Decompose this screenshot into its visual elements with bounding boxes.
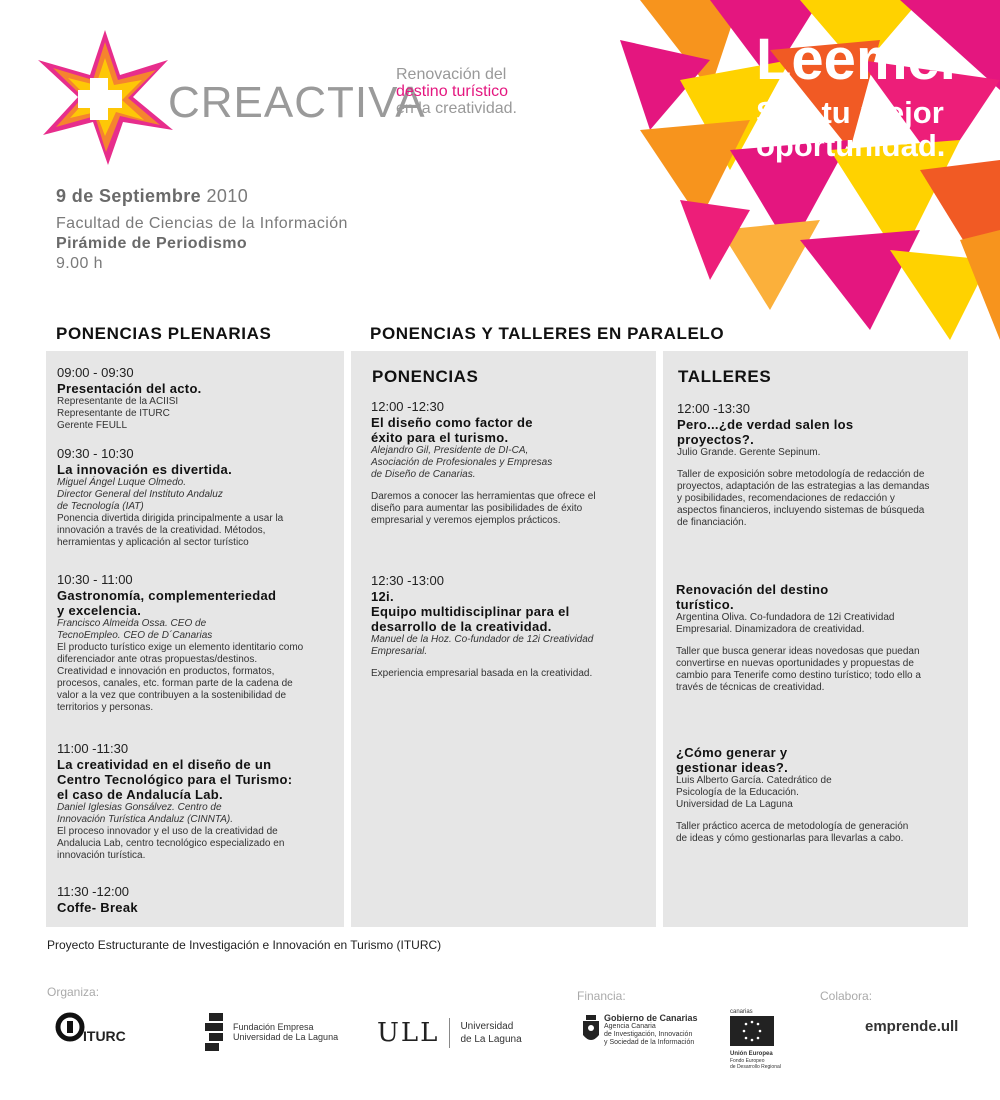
coat-of-arms-icon bbox=[582, 1015, 600, 1045]
ull-logo bbox=[377, 1018, 522, 1048]
session-speaker: Alejandro Gil, Presidente de DI-CA, bbox=[371, 445, 529, 456]
session-description: innovación turística. bbox=[57, 850, 146, 861]
session-title: Renovación del destino bbox=[676, 582, 829, 597]
ponencia-item bbox=[371, 399, 651, 527]
session-description: aspectos financieros, incluyendo sistemas de búsqueda bbox=[677, 505, 925, 516]
session-speaker: Julio Grande. Gerente Sepinum. bbox=[677, 447, 821, 458]
event-venue: Pirámide de Periodismo bbox=[56, 235, 248, 252]
session-description: El producto turístico exige un elemento identitario como bbox=[57, 642, 304, 653]
session-time: 10:30 - 11:00 bbox=[57, 572, 133, 587]
session-description: Ponencia divertida dirigida principalmente a usar la bbox=[57, 513, 284, 524]
session-description: Gerente FEULL bbox=[57, 420, 128, 431]
spacer bbox=[371, 658, 651, 668]
ue-top-text: canarias bbox=[730, 1009, 753, 1015]
session-speaker: Director General del Instituto Andaluz bbox=[57, 489, 223, 500]
session-speaker: TecnoEmpleo. CEO de D´Canarias bbox=[57, 630, 213, 641]
session-description: Andalucia Lab, centro tecnológico especializado en bbox=[57, 838, 285, 849]
session-title: el caso de Andalucía Lab. bbox=[57, 787, 223, 802]
ponencias-title: PONENCIAS bbox=[372, 367, 479, 386]
ull-divider bbox=[449, 1018, 450, 1048]
session-title: proyectos?. bbox=[677, 432, 754, 447]
emprende-logo bbox=[865, 1018, 958, 1035]
iturc-logo-text: ITURC bbox=[83, 1028, 126, 1044]
plenaria-item bbox=[57, 741, 337, 862]
gobierno-text-3: de Investigación, Innovación bbox=[604, 1031, 693, 1038]
tagline-line-2: destino turístico bbox=[396, 83, 509, 100]
session-speaker: de Tecnología (IAT) bbox=[57, 501, 144, 512]
session-title: Presentación del acto. bbox=[57, 381, 202, 396]
ponencia-item bbox=[371, 573, 651, 680]
session-description: Taller que busca generar ideas novedosas que puedan bbox=[676, 646, 920, 657]
session-title: Centro Tecnológico para el Turismo: bbox=[57, 772, 293, 787]
brand-name: CREACTIVA bbox=[168, 78, 426, 127]
plenaria-item bbox=[57, 365, 337, 432]
ull-text-2: de La Laguna bbox=[460, 1034, 522, 1045]
ull-mark: ULL bbox=[377, 1018, 440, 1048]
session-description: Representante de la ACIISI bbox=[57, 396, 179, 407]
ue-text-3: de Desarrollo Regional bbox=[730, 1064, 781, 1070]
fundacion-text-2: Universidad de La Laguna bbox=[233, 1032, 339, 1042]
headline bbox=[756, 28, 956, 162]
session-speaker: Asociación de Profesionales y Empresas bbox=[371, 457, 553, 468]
session-title: El diseño como factor de bbox=[371, 415, 533, 430]
session-description: valor a la vez que contribuyen a la sostenibilidad de bbox=[57, 690, 287, 701]
session-title: Gastronomía, complementeriedad bbox=[57, 588, 277, 603]
session-speaker: Francisco Almeida Ossa. CEO de bbox=[57, 618, 207, 629]
iturc-logo bbox=[55, 1010, 126, 1044]
session-title: y excelencia. bbox=[57, 603, 142, 618]
session-description: diseño para aumentar las posibilidades de éxito bbox=[371, 503, 583, 514]
session-description: Daremos a conocer las herramientas que ofrece el bbox=[371, 491, 596, 502]
plenaria-item bbox=[57, 884, 337, 915]
ue-text-1: Unión Europea bbox=[730, 1051, 773, 1057]
project-note: Proyecto Estructurante de Investigación e Innovación en Turismo (ITURC) bbox=[47, 938, 442, 952]
emprende-logo-text: emprende.ull bbox=[865, 1018, 959, 1035]
gobierno-text-4: y Sociedad de la Información bbox=[604, 1039, 695, 1046]
eu-flag-icon bbox=[730, 1016, 774, 1046]
session-description: procesos, canales, etc. forman parte de la cadena de bbox=[57, 678, 293, 689]
session-time: 12:30 -13:00 bbox=[371, 573, 445, 588]
gobierno-text-1: Gobierno de Canarias bbox=[604, 1013, 698, 1023]
tagline-line-1: Renovación del bbox=[396, 66, 507, 83]
session-time: 09:30 - 10:30 bbox=[57, 446, 134, 461]
session-title: gestionar ideas?. bbox=[676, 760, 789, 775]
section-paralelo-title: PONENCIAS Y TALLERES EN PARALELO bbox=[370, 324, 725, 343]
tagline-line-3: en la creatividad. bbox=[396, 100, 517, 117]
session-description: innovación a través de la creatividad. Métodos, bbox=[57, 525, 266, 536]
event-info bbox=[56, 186, 348, 274]
fundacion-mark-icon bbox=[205, 1013, 227, 1051]
taller-item bbox=[676, 745, 961, 845]
session-time: 11:00 -11:30 bbox=[57, 741, 129, 756]
plenaria-item bbox=[57, 572, 337, 714]
ull-text bbox=[460, 1020, 521, 1046]
session-title: Coffe- Break bbox=[57, 900, 138, 915]
iturc-ring-icon bbox=[55, 1012, 85, 1042]
session-speaker: Psicología de la Educación. bbox=[676, 787, 799, 798]
session-speaker: Luis Alberto García. Catedrático de bbox=[676, 775, 832, 786]
event-time: 9.00 h bbox=[56, 255, 103, 272]
event-place: Facultad de Ciencias de la Información bbox=[56, 215, 348, 232]
event-date: 9 de Septiembre 2010 bbox=[56, 186, 249, 206]
session-time: 12:00 -13:30 bbox=[677, 401, 751, 416]
session-title: Pero...¿de verdad salen los bbox=[677, 417, 854, 432]
headline-sub-2: oportunidad. bbox=[756, 128, 946, 163]
session-speaker: Manuel de la Hoz. Co-fundador de 12i Creatividad bbox=[371, 634, 594, 645]
session-speaker: Argentina Oliva. Co-fundadora de 12i Creatividad bbox=[676, 612, 895, 623]
headline-sub-1: Soy tu mejor bbox=[756, 95, 944, 130]
headline-title: Léeme. bbox=[756, 27, 956, 92]
session-description: herramientas y aplicación al sector turístico bbox=[57, 537, 249, 548]
session-time: 09:00 - 09:30 bbox=[57, 365, 134, 380]
gobierno-text-2: Agencia Canaria bbox=[604, 1023, 656, 1030]
ue-text-2: Fondo Europeo bbox=[730, 1058, 765, 1064]
spacer bbox=[676, 811, 961, 821]
session-description: Taller de exposición sobre metodología de redacción de bbox=[677, 469, 925, 480]
session-description: y posibilidades, recomendaciones de redacción y bbox=[677, 493, 895, 504]
session-description: de financiación. bbox=[677, 517, 747, 528]
session-description: Taller práctico acerca de metodología de generación bbox=[676, 821, 909, 832]
session-speaker: Daniel Iglesias Gonsálvez. Centro de bbox=[57, 802, 222, 813]
session-speaker: Innovación Turística Andaluz (CINNTA). bbox=[57, 814, 233, 825]
session-title: turístico. bbox=[676, 597, 734, 612]
session-title: La innovación es divertida. bbox=[57, 462, 232, 477]
session-speaker: de Diseño de Canarias. bbox=[371, 469, 476, 480]
session-description: diferenciador ante otras propuestas/destinos. bbox=[57, 654, 258, 665]
fundacion-text-1: Fundación Empresa bbox=[233, 1022, 314, 1032]
session-title: éxito para el turismo. bbox=[371, 430, 509, 445]
session-description: convertirse en nuevas oportunidades y propuestas de bbox=[676, 658, 914, 669]
session-speaker: Universidad de La Laguna bbox=[676, 799, 793, 810]
session-description: Creatividad e innovación en productos, formatos, bbox=[57, 666, 275, 677]
gobierno-canarias-logo bbox=[582, 1013, 698, 1047]
session-title: 12i. bbox=[371, 589, 394, 604]
organiza-label: Organiza: bbox=[47, 985, 100, 999]
financia-label: Financia: bbox=[577, 989, 626, 1003]
session-speaker: Miguel Ángel Luque Olmedo. bbox=[57, 477, 186, 488]
session-title: Equipo multidisciplinar para el bbox=[371, 604, 570, 619]
session-speaker: Empresarial. Dinamizadora de creatividad. bbox=[676, 624, 865, 635]
session-time: 12:00 -12:30 bbox=[371, 399, 445, 414]
session-description: empresarial y veremos ejemplos prácticos. bbox=[371, 515, 561, 526]
session-description: proyectos, adaptación de las estrategias a las demandas bbox=[677, 481, 930, 492]
colabora-label: Colabora: bbox=[820, 989, 873, 1003]
taller-item bbox=[677, 401, 962, 529]
spacer bbox=[677, 459, 962, 469]
session-description: Representante de ITURC bbox=[57, 408, 170, 419]
plenaria-item bbox=[57, 446, 337, 549]
taller-item bbox=[676, 582, 961, 694]
spacer bbox=[371, 481, 651, 491]
session-speaker: Empresarial. bbox=[371, 646, 428, 657]
session-description: través de técnicas de creatividad. bbox=[676, 682, 825, 693]
ull-text-1: Universidad bbox=[460, 1021, 514, 1032]
session-title: ¿Cómo generar y bbox=[676, 745, 788, 760]
tagline bbox=[396, 66, 517, 117]
union-europea-logo bbox=[730, 1009, 790, 1070]
session-description: El proceso innovador y el uso de la creatividad de bbox=[57, 826, 278, 837]
session-title: desarrollo de la creatividad. bbox=[371, 619, 552, 634]
fundacion-logo bbox=[205, 1013, 338, 1051]
session-description: cambio para Tenerife como destino turístico; todo ello a bbox=[676, 670, 921, 681]
fundacion-text bbox=[233, 1022, 338, 1042]
session-time: 11:30 -12:00 bbox=[57, 884, 130, 899]
session-description: de ideas y cómo gestionarlas para llevarlas a cabo. bbox=[676, 833, 904, 844]
talleres-title: TALLERES bbox=[678, 367, 772, 386]
section-plenarias-title: PONENCIAS PLENARIAS bbox=[56, 324, 272, 343]
session-description: territorios y personas. bbox=[57, 702, 154, 713]
creactiva-logo-icon bbox=[38, 30, 173, 165]
session-title: La creatividad en el diseño de un bbox=[57, 757, 272, 772]
spacer bbox=[676, 636, 961, 646]
gobierno-text bbox=[604, 1013, 698, 1047]
session-description: Experiencia empresarial basada en la creatividad. bbox=[371, 668, 593, 679]
